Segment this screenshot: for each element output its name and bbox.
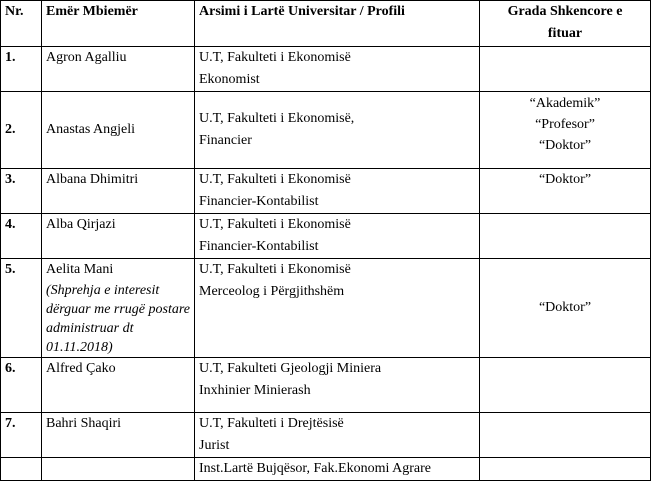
header-nr: Nr. <box>1 1 42 47</box>
header-profile: Arsimi i Lartë Universitar / Profili <box>195 1 480 47</box>
profile-line: Financier-Kontabilist <box>199 194 319 209</box>
row-degree <box>480 92 651 169</box>
row-degree: “Doktor” <box>480 169 651 214</box>
row-name: Anastas Angjeli <box>42 92 195 169</box>
profile-line: U.T, Fakulteti Gjeologji Miniera <box>199 361 382 376</box>
profile-line: Ekonomist <box>199 72 260 87</box>
profile-line: Financier-Kontabilist <box>199 239 319 254</box>
row-degree <box>480 259 651 358</box>
profile-line: Inxhinier Minierash <box>199 383 311 398</box>
row-name: Alba Qirjazi <box>42 214 195 259</box>
row-nr: 4. <box>1 214 42 259</box>
row-nr <box>1 458 42 481</box>
degree-label: “Akademik” <box>529 96 601 111</box>
table-row <box>1 214 651 259</box>
profile-line: Merceolog i Përgjithshëm <box>199 284 345 299</box>
header-name: Emër Mbiemër <box>42 1 195 47</box>
header-degree <box>480 1 651 47</box>
row-profile <box>195 259 480 358</box>
row-nr: 1. <box>1 47 42 92</box>
row-profile: Inst.Lartë Bujqësor, Fak.Ekonomi Agrare <box>195 458 480 481</box>
table-row <box>1 169 651 214</box>
row-profile <box>195 358 480 413</box>
row-name: Agron Agalliu <box>42 47 195 92</box>
degree-label: “Doktor” <box>538 138 592 153</box>
row-degree <box>480 214 651 259</box>
row-name <box>42 458 195 481</box>
header-degree-line1: Grada Shkencore e <box>507 4 623 19</box>
profile-line: U.T, Fakulteti i Ekonomisë <box>199 50 351 65</box>
header-degree-line2: fituar <box>547 26 583 41</box>
row-nr: 3. <box>1 169 42 214</box>
row-name-cell <box>42 259 195 358</box>
row-name: Bahri Shaqiri <box>42 413 195 458</box>
row-name: Alfred Çako <box>42 358 195 413</box>
profile-line: U.T, Fakulteti i Ekonomisë <box>199 172 351 187</box>
row-profile <box>195 214 480 259</box>
row-nr: 2. <box>1 92 42 169</box>
table-row <box>1 458 651 481</box>
row-nr: 5. <box>1 259 42 358</box>
row-profile <box>195 413 480 458</box>
row-degree <box>480 47 651 92</box>
profile-line: U.T, Fakulteti i Drejtësisë <box>199 416 344 431</box>
profile-line: U.T, Fakulteti i Ekonomisë <box>199 262 351 277</box>
table-row <box>1 259 651 358</box>
profile-line: Financier <box>199 133 252 148</box>
row-name: Albana Dhimitri <box>42 169 195 214</box>
degree-label: “Profesor” <box>535 117 595 132</box>
row-degree <box>480 458 651 481</box>
row-nr: 6. <box>1 358 42 413</box>
row-note: (Shprehja e interesit dërguar me rrugë postare administruar dt 01.11.2018) <box>46 283 191 355</box>
header-row <box>1 1 651 47</box>
row-degree <box>480 413 651 458</box>
profile-line: U.T, Fakulteti i Ekonomisë <box>199 217 351 232</box>
profile-line: U.T, Fakulteti i Ekonomisë, <box>199 111 355 126</box>
profile-line: Jurist <box>199 438 230 453</box>
table-row <box>1 47 651 92</box>
row-degree <box>480 358 651 413</box>
degree-label: “Doktor” <box>538 300 592 315</box>
table-row <box>1 92 651 169</box>
table-row <box>1 358 651 413</box>
row-profile <box>195 169 480 214</box>
row-nr: 7. <box>1 413 42 458</box>
row-name: Aelita Mani <box>46 262 114 277</box>
row-profile <box>195 92 480 169</box>
row-profile <box>195 47 480 92</box>
table-row <box>1 413 651 458</box>
